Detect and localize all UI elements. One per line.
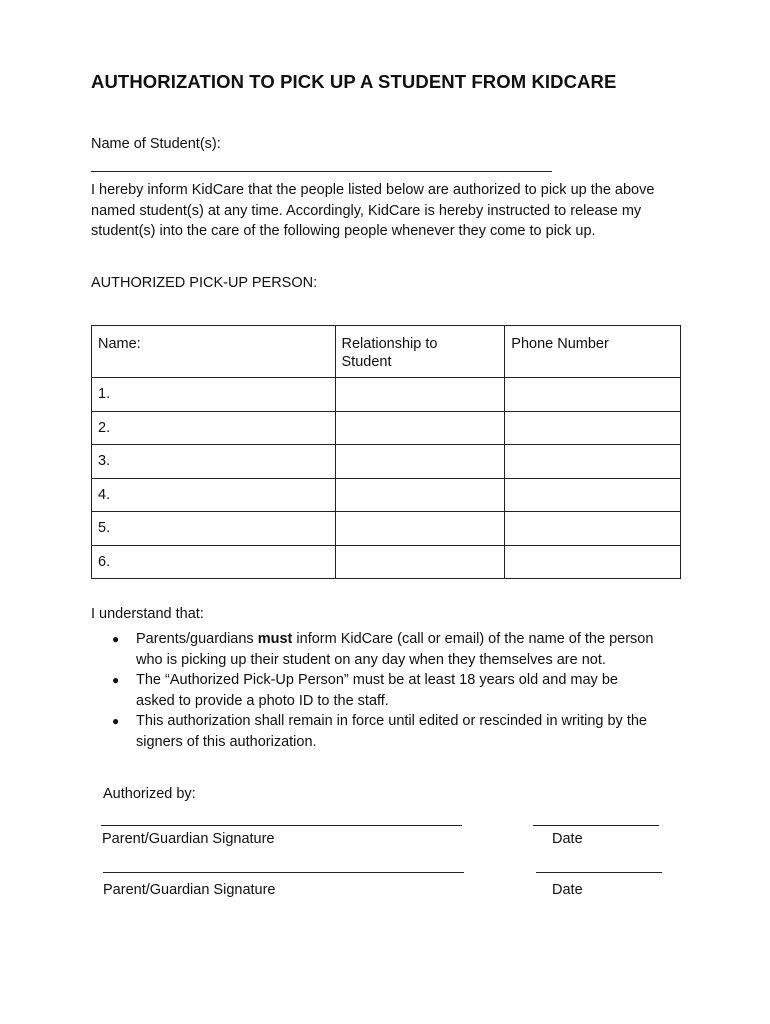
header-relationship-line2: Student [341,354,392,370]
section-heading: AUTHORIZED PICK-UP PERSON: [91,275,318,291]
date-line-2[interactable] [536,872,662,873]
row-name-cell[interactable]: 2. [92,411,336,445]
list-item [112,629,653,670]
term-1-text-a: Parents/guardians [136,631,258,647]
term-1-line-2: who is picking up their student on any day when they themselves are not. [136,651,606,668]
signature-label-2: Parent/Guardian Signature [103,882,276,898]
list-item [112,670,653,711]
date-line-1[interactable] [533,825,659,826]
row-phone-cell[interactable] [505,512,681,546]
header-relationship-line1: Relationship to [341,336,438,352]
intro-line-1: I hereby inform KidCare that the people listed below are authorized to pick up the above [91,182,655,198]
intro-line-2: named student(s) at any time. Accordingly, KidCare is hereby instructed to release my [91,202,642,219]
row-phone-cell[interactable] [505,378,681,412]
understanding-intro: I understand that: [91,606,204,622]
signature-label-1: Parent/Guardian Signature [102,831,275,847]
row-relationship-cell[interactable] [335,445,505,479]
row-relationship-cell[interactable] [335,545,505,579]
bullet-icon: ● [112,632,120,646]
row-relationship-cell[interactable] [335,478,505,512]
row-phone-cell[interactable] [505,478,681,512]
authorized-by-label: Authorized by: [103,786,196,802]
term-3-line-2: signers of this authorization. [136,733,317,750]
row-phone-cell[interactable] [505,545,681,579]
date-label-2: Date [552,882,583,898]
terms-list [112,629,653,752]
table-row [92,378,681,412]
term-3-line-1: This authorization shall remain in force until edited or rescinded in writing by the [136,713,647,729]
row-name-cell[interactable]: 5. [92,512,336,546]
bullet-icon: ● [112,673,120,687]
row-phone-cell[interactable] [505,445,681,479]
row-relationship-cell[interactable] [335,378,505,412]
date-label-1: Date [552,831,583,847]
table-row [92,545,681,579]
row-name-cell[interactable]: 3. [92,445,336,479]
header-relationship [335,326,505,378]
table-row [92,512,681,546]
row-name-cell[interactable]: 6. [92,545,336,579]
signature-line-1[interactable] [101,825,462,826]
page-title: AUTHORIZATION TO PICK UP A STUDENT FROM KIDCARE [91,71,617,92]
row-phone-cell[interactable] [505,411,681,445]
table-row [92,411,681,445]
term-2-line-2: asked to provide a photo ID to the staff. [136,692,389,709]
intro-line-3: student(s) into the care of the following people whenever they come to pick up. [91,223,596,239]
table-header-row [92,326,681,378]
header-name: Name: [92,326,336,378]
student-name-line[interactable] [91,171,552,172]
intro-paragraph [91,180,654,242]
row-name-cell[interactable]: 1. [92,378,336,412]
row-relationship-cell[interactable] [335,411,505,445]
pickup-persons-table [91,325,681,579]
student-name-label: Name of Student(s): [91,136,221,152]
table-row [92,478,681,512]
list-item [112,711,653,752]
term-2-line-1: The “Authorized Pick-Up Person” must be at least 18 years old and may be [136,672,618,688]
header-phone: Phone Number [505,326,681,378]
row-relationship-cell[interactable] [335,512,505,546]
signature-line-2[interactable] [103,872,464,873]
term-1-text-b: inform KidCare (call or email) of the name of the person [292,631,654,647]
bullet-icon: ● [112,714,120,728]
term-1-emphasis: must [257,631,293,647]
table-row [92,445,681,479]
row-name-cell[interactable]: 4. [92,478,336,512]
